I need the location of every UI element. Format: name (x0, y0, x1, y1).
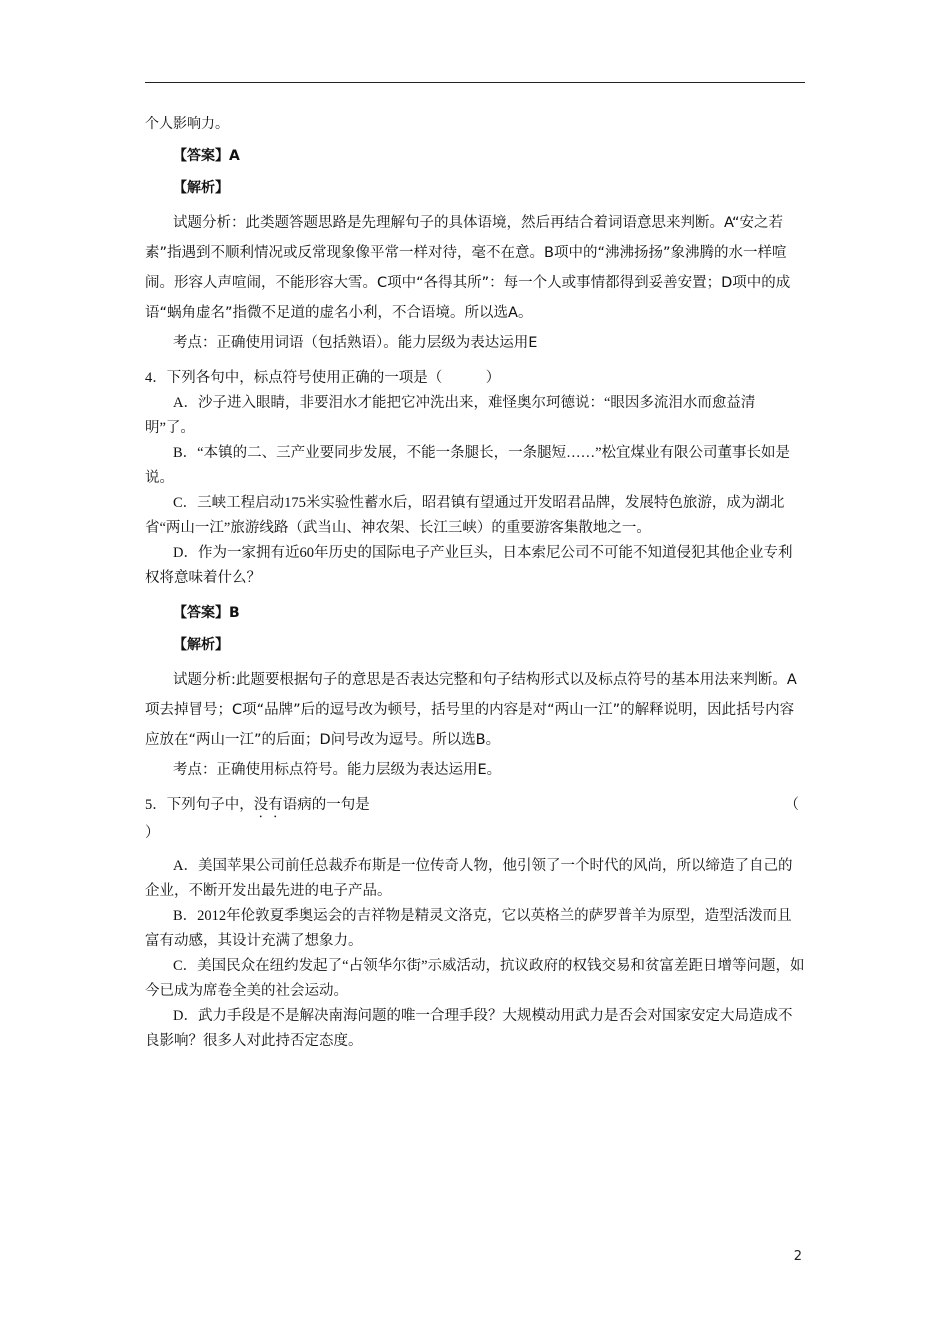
prev-analysis-text: 试题分析：此类题答题思路是先理解句子的具体语境，然后再结合着词语意思来判断。A“安之若素”指遇到不顺利情况或反常现象像平常一样对待，毫不在意。B项中的“沸沸扬扬”象沸腾的水一样喧闹。形容人声喧闹，不能形容大雪。C项中“各得其所”：每一个人或事情都得到妥善安置；D项中的成语“蜗角虚名”指微不足道的虚名小利，不合语境。所以选A。 (145, 215, 791, 321)
prev-kaodian: 考点：正确使用词语（包括熟语）。能力层级为表达运用E (173, 335, 538, 351)
q4-option-a: A．沙子进入眼睛，非要泪水才能把它冲洗出来，难怪奥尔珂德说：“眼因多流泪水而愈益清明”了。 (145, 395, 756, 436)
prev-answer-value: A (229, 148, 240, 164)
q5-option-a: A．美国苹果公司前任总裁乔布斯是一位传奇人物，他引领了一个时代的风尚，所以缔造了自己的企业，不断开发出最先进的电子产品。 (145, 858, 793, 899)
q4-stem: 4．下列各句中，标点符号使用正确的一项是（ ） (145, 370, 501, 386)
q4-answer-label: 【答案】 (173, 605, 229, 621)
q4-analysis-label: 【解析】 (173, 637, 229, 653)
q4-answer (145, 601, 805, 625)
q4-option-b: B．“本镇的二、三产业要同步发展，不能一条腿长，一条腿短……”松宜煤业有限公司董事长如是说。 (145, 445, 791, 486)
q5-paren-close: ） (145, 825, 160, 841)
prev-answer-label: 【答案】 (173, 148, 229, 164)
header-rule (145, 82, 805, 83)
q5-paren-open: （ (784, 797, 799, 813)
prev-tail-text: 个人影响力。 (145, 116, 229, 132)
q4-answer-value: B (229, 605, 240, 621)
q5-stem-prefix: 5．下列句子中， (145, 797, 254, 813)
q4-kaodian: 考点：正确使用标点符号。能力层级为表达运用E。 (173, 762, 502, 778)
q5-option-b: B．2012年伦敦夏季奥运会的吉祥物是精灵文洛克，它以英格兰的萨罗普羊为原型，造型活泼而且富有动感，其设计充满了想象力。 (145, 908, 792, 949)
document-page (145, 112, 805, 1054)
q4-option-d: D．作为一家拥有近60年历史的国际电子产业巨头，日本索尼公司不可能不知道侵犯其他企业专利权将意味着什么？ (145, 545, 793, 586)
q5-option-c: C．美国民众在纽约发起了“占领华尔街”示威活动，抗议政府的权钱交易和贫富差距日增等问题，如今已成为席卷全美的社会运动。 (145, 958, 805, 999)
q5-stem-row (145, 793, 805, 821)
q5-stem-suffix: 语病的一句是 (282, 797, 370, 813)
page-number: 2 (793, 1249, 802, 1264)
q5-option-d: D．武力手段是不是解决南海问题的唯一合理手段？大规模动用武力是否会对国家安定大局造成不良影响？很多人对此持否定态度。 (145, 1008, 793, 1049)
q4-analysis-text: 试题分析:此题要根据句子的意思是否表达完整和句子结构形式以及标点符号的基本用法来判断。A项去掉冒号；C项“品牌”后的逗号改为顿号，括号里的内容是对“两山一江”的解释说明，因此括号内容应放在“两山一江”的后面；D问号改为逗号。所以选B。 (145, 672, 797, 748)
prev-analysis-label: 【解析】 (173, 180, 229, 196)
q4-option-c: C．三峡工程启动175米实验性蓄水后，昭君镇有望通过开发昭君品牌，发展特色旅游，成为湖北省“两山一江”旅游线路（武当山、神农架、长江三峡）的重要游客集散地之一。 (145, 495, 785, 536)
q5-stem-emphasis: 没有 (253, 797, 283, 813)
prev-answer (145, 144, 805, 168)
